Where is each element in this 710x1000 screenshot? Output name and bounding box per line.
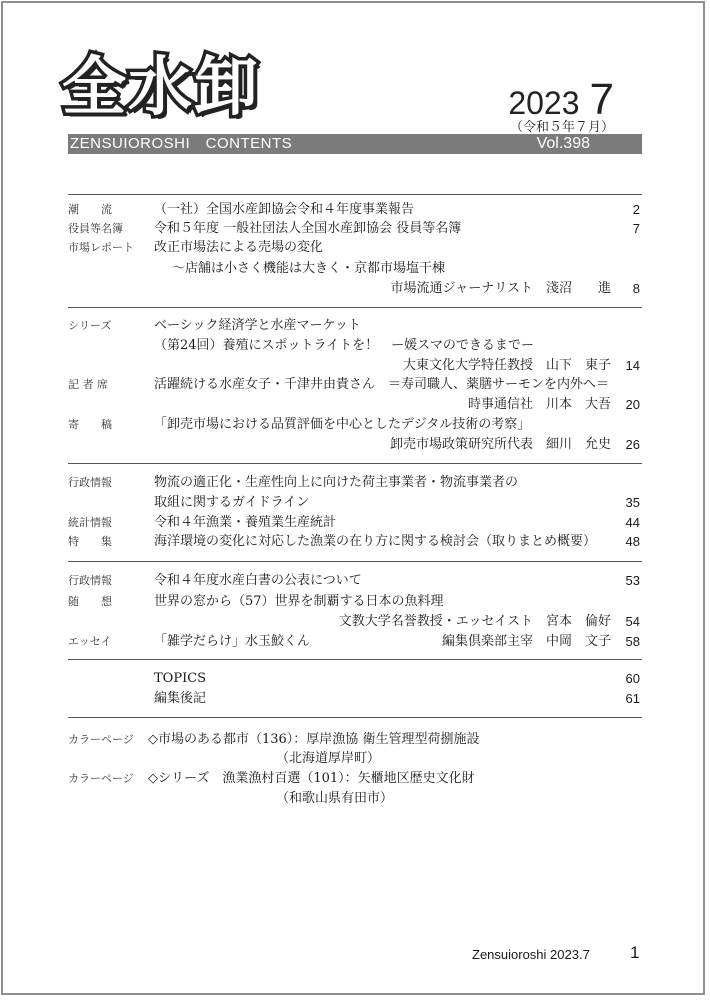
- color-page-row[interactable]: [68, 769, 643, 789]
- toc-page: 20: [625, 397, 640, 412]
- toc-title: （一社）全国水産卸協会令和４年度事業報告: [154, 202, 415, 217]
- toc-row[interactable]: [68, 219, 643, 239]
- toc-row[interactable]: [68, 200, 643, 220]
- toc-title: 海洋環境の変化に対応した漁業の在り方に関する検討会（取りまとめ概要）: [154, 534, 597, 549]
- toc-author: 卸売市場政策研究所代表 細川 允史: [389, 437, 611, 452]
- toc-page: 61: [625, 691, 640, 706]
- color-page-title: ◇市場のある都市（136）：厚岸漁協 衛生管理型荷捌施設: [148, 732, 480, 747]
- toc-row[interactable]: [68, 473, 643, 493]
- toc-page: 44: [625, 515, 640, 530]
- toc-category: シリーズ: [68, 319, 112, 332]
- toc-title: 取組に関するガイドライン: [154, 495, 310, 510]
- toc-category: 行政情報: [68, 574, 112, 587]
- color-page-category: カラーページ: [68, 772, 134, 785]
- toc-title: 活躍続ける水産女子・千津井由貴さん ＝寿司職人、薬膳サーモンを内外へ＝: [154, 377, 610, 392]
- toc-page: 2: [632, 202, 640, 217]
- toc-author: 市場流通ジャーナリスト 淺沼 進: [390, 281, 611, 296]
- section-divider: [68, 463, 642, 464]
- toc-category: 潮 流: [68, 203, 112, 216]
- toc-category: 記 者 席: [68, 378, 108, 391]
- toc-page: 53: [625, 573, 640, 588]
- toc-row[interactable]: [68, 493, 643, 513]
- toc-category: エッセイ: [68, 635, 112, 648]
- toc-row[interactable]: [68, 571, 643, 591]
- magazine-title: 全水卸: [62, 51, 260, 125]
- toc-title: 世界の窓から（57）世界を制覇する日本の魚料理: [154, 594, 444, 609]
- toc-row[interactable]: [68, 395, 643, 415]
- volume-number: Vol.398: [536, 135, 590, 152]
- footer-label: Zensuioroshi 2023.7: [472, 947, 590, 962]
- toc-title: ベーシック経済学と水産マーケット: [154, 318, 361, 333]
- toc-title: 令和５年度 一般社団法人全国水産卸協会 役員等名簿: [154, 221, 462, 236]
- toc-category: 役員等名簿: [68, 222, 123, 235]
- footer-page-number: 1: [630, 943, 640, 962]
- toc-title: 編集後記: [154, 691, 207, 706]
- issue-year: 2023: [508, 85, 580, 121]
- toc-title: 令和４年漁業・養殖業生産統計: [154, 515, 337, 530]
- color-page-location: （北海道厚岸町）: [276, 751, 381, 766]
- toc-title: 「卸売市場における品質評価を中心としたデジタル技術の考察」: [154, 417, 531, 432]
- toc-title: ～店舗は小さく機能は大きく・京都市場塩干棟: [172, 261, 446, 276]
- color-page-location: （和歌山県有田市）: [276, 791, 394, 806]
- toc-title: 改正市場法による売場の変化: [154, 240, 324, 255]
- toc-row[interactable]: [68, 435, 643, 455]
- toc-row[interactable]: [68, 532, 643, 552]
- toc-category: 行政情報: [68, 476, 112, 489]
- toc-row[interactable]: [68, 316, 643, 336]
- toc-row[interactable]: [68, 356, 643, 376]
- toc-category: 市場レポート: [68, 241, 134, 254]
- toc-row[interactable]: [68, 238, 643, 258]
- toc-title: 「雑学だらけ」水玉鮫くん: [154, 634, 311, 649]
- toc-page: 58: [625, 634, 640, 649]
- toc-author: 編集倶楽部主宰 中岡 文子: [441, 634, 611, 649]
- toc-author: 時事通信社 川本 大吾: [467, 397, 611, 412]
- toc-title: （第24回）養殖にスポットライトを！ ー媛スマのできるまでー: [154, 338, 534, 353]
- section-divider: [68, 194, 642, 195]
- toc-row[interactable]: [68, 513, 643, 533]
- toc-category: 統計情報: [68, 516, 112, 529]
- color-page-row[interactable]: [68, 730, 643, 750]
- toc-row[interactable]: [68, 279, 643, 299]
- section-divider: [68, 561, 642, 562]
- toc-page: 14: [625, 358, 640, 373]
- toc-category: 特 集: [68, 535, 112, 548]
- toc-title: TOPICS: [154, 671, 207, 686]
- toc-row[interactable]: [68, 336, 643, 356]
- toc-page: 60: [625, 671, 640, 686]
- toc-row[interactable]: [68, 689, 643, 709]
- contents-label: ZENSUIOROSHI CONTENTS: [70, 135, 293, 152]
- toc-row[interactable]: [68, 632, 643, 652]
- toc-page: 7: [632, 221, 640, 236]
- toc-title: 物流の適正化・生産性向上に向けた荷主事業者・物流事業者の: [154, 475, 519, 490]
- section-divider: [68, 307, 642, 308]
- issue-month: 7: [589, 75, 614, 124]
- toc-row[interactable]: [68, 375, 643, 395]
- color-page-row: [68, 749, 643, 769]
- toc-page: 8: [632, 281, 640, 296]
- toc-page: 48: [625, 534, 640, 549]
- section-divider: [68, 717, 642, 718]
- issue-era: （令和５年７月）: [509, 119, 614, 134]
- color-page-category: カラーページ: [68, 733, 134, 746]
- toc-row[interactable]: [68, 592, 643, 612]
- contents-band: [68, 134, 642, 154]
- toc-title: 令和４年度水産白書の公表について: [154, 573, 362, 588]
- toc-row[interactable]: [68, 669, 643, 689]
- toc-row[interactable]: [68, 612, 643, 632]
- toc-author: 大東文化大学特任教授 山下 東子: [402, 358, 611, 373]
- toc-page: 26: [625, 437, 640, 452]
- toc-category: 寄 稿: [68, 418, 112, 431]
- section-divider: [68, 659, 642, 660]
- toc-row[interactable]: [68, 259, 643, 279]
- toc-row[interactable]: [68, 415, 643, 435]
- toc-page: 54: [625, 614, 640, 629]
- toc-author: 文教大学名誉教授・エッセイスト 宮本 倫好: [338, 614, 611, 629]
- toc-page: 35: [625, 495, 640, 510]
- color-page-title: ◇シリーズ 漁業漁村百選（101）：矢櫃地区歴史文化財: [148, 771, 475, 786]
- toc-category: 随 想: [68, 595, 112, 608]
- color-page-row: [68, 789, 643, 809]
